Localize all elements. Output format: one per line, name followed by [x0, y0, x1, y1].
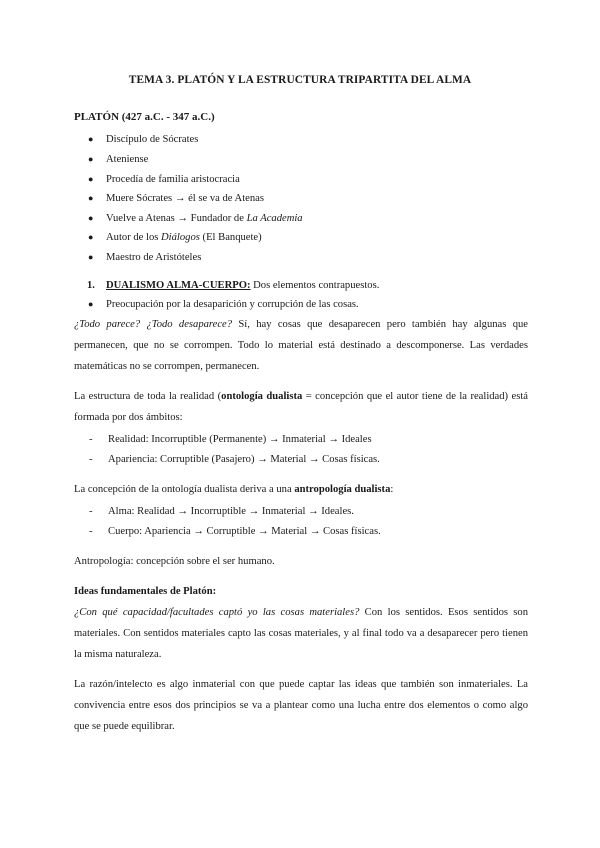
question-italic: ¿Todo parece? ¿Todo desaparece?: [74, 319, 233, 331]
document-body: [74, 110, 528, 737]
paragraph-antropologia-def: Antropología: concepción sobre el ser humano.: [74, 556, 275, 568]
list-item: [74, 228, 528, 248]
list-item-text: Alma: Realidad → Incorruptible → Inmaterial → Ideales.: [108, 506, 354, 518]
dash-icon: -: [89, 506, 93, 518]
antropologia-dash-list: [74, 502, 528, 542]
list-item-text: Realidad: Incorruptible (Permanente) → Inmaterial → Ideales: [108, 434, 372, 446]
paragraph-text: = concepción que el autor tiene de la realidad) está formada por dos ámbitos:: [74, 391, 529, 424]
list-item-text: Apariencia: Corruptible (Pasajero) → Material → Cosas físicas.: [108, 454, 380, 466]
dualismo-text: Dos elementos contrapuestos.: [250, 279, 380, 291]
bullet-icon: ●: [88, 212, 94, 223]
paragraph-razon: La razón/intelecto es algo inmaterial con que puede captar las ideas que también son inmateriales. La convivencia entre esos dos principios se va a plantear como una lucha entre dos elementos o como algo que se puede equilibrar.: [74, 679, 528, 733]
ontologia-dash-list: [74, 430, 528, 470]
list-item-text: Preocupación por la desaparición y corrupción de las cosas.: [106, 298, 359, 310]
ideas-heading-text: Ideas fundamentales de Platón:: [74, 586, 217, 598]
list-item-text: Discípulo de Sócrates: [106, 134, 199, 146]
question-italic: ¿Con qué capacidad/facultades captó yo las cosas materiales?: [74, 607, 360, 619]
list-item-text: Cuerpo: Apariencia → Corruptible → Material → Cosas físicas.: [108, 526, 381, 538]
spacer: [74, 572, 528, 581]
paragraph-text: La estructura de toda la realidad (: [74, 391, 222, 403]
paragraph-text: Sí, hay cosas que desaparecen pero también hay algunas que permanecen, que no se corrompen. Todo lo material está destinado a descomponerse. Las verdades matemáticas no se corrompen, permanecen.: [74, 319, 528, 373]
list-item: [74, 209, 528, 229]
list-item: [74, 170, 528, 190]
platon-heading: PLATÓN (427 a.C. - 347 a.C.): [74, 111, 215, 123]
list-item: [74, 248, 528, 268]
paragraph-estructura: [74, 386, 528, 428]
bullet-icon: ●: [88, 173, 94, 184]
list-item: [74, 130, 528, 150]
list-item-text: Autor de los: [106, 232, 162, 244]
spacer: [74, 665, 528, 674]
platon-bullet-list: [74, 130, 528, 267]
paragraph-text: :: [390, 484, 394, 496]
spacer: [74, 377, 528, 386]
numbered-list: [74, 276, 528, 295]
bullet-icon: ●: [88, 251, 94, 262]
ontologia-bold: ontología dualista: [221, 391, 303, 403]
bullet-icon: ●: [88, 298, 94, 309]
dialogos-italic: Diálogos: [161, 232, 200, 244]
spacer: [74, 470, 528, 479]
academia-italic: La Academia: [246, 212, 303, 224]
list-item: [74, 295, 528, 315]
list-item-text: Muere Sócrates → él se va de Atenas: [106, 193, 264, 205]
list-item-text: Vuelve a Atenas → Fundador de: [106, 212, 247, 224]
bullet-icon: ●: [88, 134, 94, 145]
list-item-text: (El Banquete): [199, 232, 262, 244]
bullet-icon: ●: [88, 232, 94, 243]
list-item: [74, 150, 528, 170]
numbered-item: [74, 276, 528, 295]
list-item-text: Procedía de familia aristocracia: [106, 173, 240, 185]
item-number: 1.: [87, 279, 95, 291]
dash-icon: -: [89, 434, 93, 446]
paragraph-antropologia-dualista: [74, 479, 528, 500]
list-item-text: Ateniense: [106, 153, 149, 165]
paragraph-sentidos: [74, 602, 528, 665]
dash-icon: -: [89, 454, 93, 466]
spacer: [74, 542, 528, 551]
list-item: [74, 450, 528, 470]
list-item: [74, 522, 528, 542]
antropologia-bold: antropología dualista: [294, 484, 391, 496]
bullet-icon: ●: [88, 193, 94, 204]
list-item: [74, 189, 528, 209]
paragraph-text: Con los sentidos. Esos sentidos son materiales. Con sentidos materiales capto las cosas materiales, y al final todo va a desaparecer pero tienen la misma naturaleza.: [74, 607, 528, 661]
dualismo-heading: DUALISMO ALMA-CUERPO:: [106, 279, 251, 291]
list-item: [74, 430, 528, 450]
paragraph-text: La concepción de la ontología dualista deriva a una: [74, 484, 295, 496]
bullet-icon: ●: [88, 153, 94, 164]
list-item-text: Maestro de Aristóteles: [106, 251, 202, 263]
paragraph-todo-parece: [74, 314, 528, 377]
ideas-heading: [74, 581, 528, 602]
list-item: [74, 502, 528, 522]
dash-icon: -: [89, 526, 93, 538]
dualismo-sub-list: [74, 295, 528, 315]
document-title: TEMA 3. PLATÓN Y LA ESTRUCTURA TRIPARTITA DEL ALMA: [128, 74, 472, 86]
